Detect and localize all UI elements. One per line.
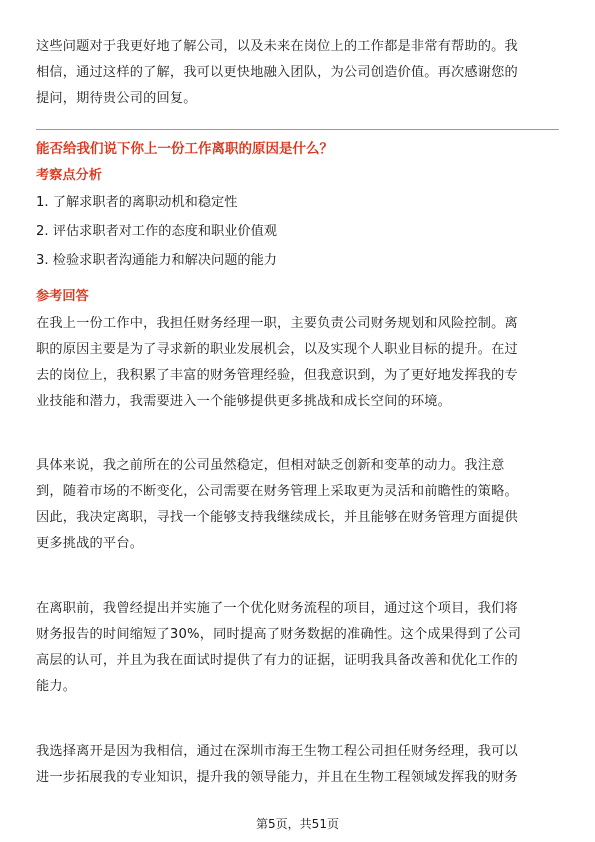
intro-tail: [36, 34, 559, 112]
answer-line: 职的原因主要是为了寻求新的职业发展机会，以及实现个人职业目标的提升。在过: [36, 342, 518, 357]
intro-line: 这些问题对于我更好地了解公司，以及未来在岗位上的工作都是非常有帮助的。我: [36, 39, 518, 54]
analysis-item: 1. 了解求职者的离职动机和稳定性: [36, 195, 238, 210]
page-number: 第5页，共51页: [256, 817, 339, 831]
question-heading: 能否给我们说下你上一份工作离职的原因是什么？: [36, 141, 333, 157]
answer-line: 具体来说，我之前所在的公司虽然稳定，但相对缺乏创新和变革的动力。我注意: [36, 458, 505, 473]
answer-paragraph: [36, 311, 559, 415]
answer-line: 进一步拓展我的专业知识，提升我的领导能力，并且在生物工程领域发挥我的财务: [36, 770, 518, 785]
analysis-item: 2. 评估求职者对工作的态度和职业价值观: [36, 224, 277, 239]
answer-line: 在我上一份工作中，我担任财务经理一职，主要负责公司财务规划和风险控制。离: [36, 316, 518, 331]
analysis-item: 3. 检验求职者沟通能力和解决问题的能力: [36, 253, 277, 268]
answer-line: 在离职前，我曾经提出并实施了一个优化财务流程的项目，通过这个项目，我们将: [36, 601, 518, 616]
answer-title: 参考回答: [36, 289, 89, 304]
answer-paragraph: [36, 453, 559, 557]
answer-line: 业技能和潜力，我需要进入一个能够提供更多挑战和成长空间的环境。: [36, 394, 452, 409]
answer-line: 我选择离开是因为我相信，通过在深圳市海王生物工程公司担任财务经理，我可以: [36, 744, 518, 759]
answer-line: 因此，我决定离职，寻找一个能够支持我继续成长，并且能够在财务管理方面提供: [36, 510, 518, 525]
answer-paragraph: [36, 596, 559, 700]
answer-line: 到，随着市场的不断变化，公司需要在财务管理上采取更为灵活和前瞻性的策略。: [36, 484, 518, 499]
answer-line: 能力。: [36, 679, 77, 694]
answer-paragraph: [36, 739, 559, 791]
analysis-title: 考察点分析: [36, 168, 102, 183]
section-divider: [36, 129, 559, 130]
answer-line: 高层的认可，并且为我在面试时提供了有力的证据，证明我具备改善和优化工作的: [36, 653, 518, 668]
answer-line: 更多挑战的平台。: [36, 536, 144, 551]
intro-line: 提问，期待贵公司的回复。: [36, 91, 197, 106]
intro-line: 相信，通过这样的了解，我可以更快地融入团队，为公司创造价值。再次感谢您的: [36, 65, 518, 80]
answer-line: 去的岗位上，我积累了丰富的财务管理经验，但我意识到，为了更好地发挥我的专: [36, 368, 518, 383]
answer-line: 财务报告的时间缩短了30%，同时提高了财务数据的准确性。这个成果得到了公司: [36, 627, 522, 642]
